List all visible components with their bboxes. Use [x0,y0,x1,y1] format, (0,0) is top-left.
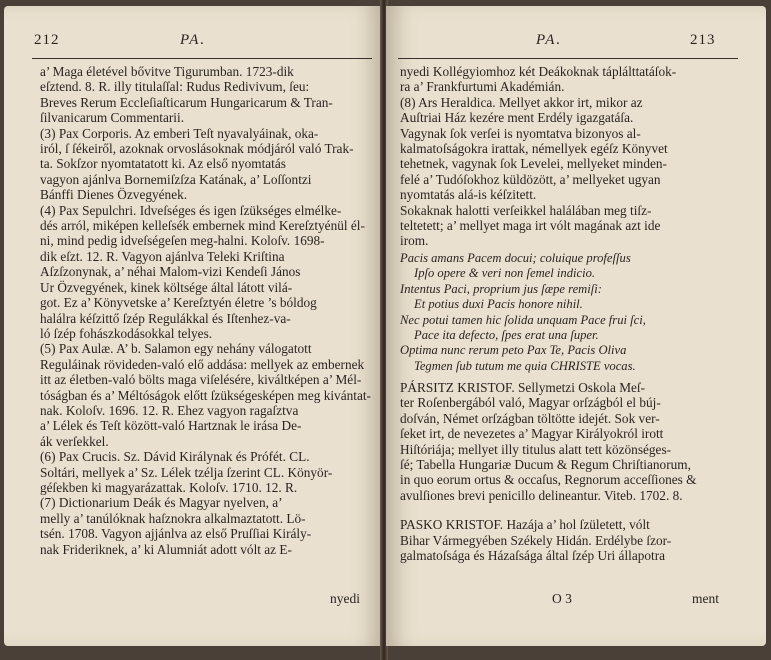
text-line: teltetett; a’ mellyet maga irt vólt magának azt ide [400,218,661,234]
verse-line: Ipſo opere & veri non ſemel indicio. [414,266,596,281]
text-line: Vagynak ſok verſei is nyomtatva bizonyos al- [400,125,641,141]
right-page-header [386,32,766,54]
text-line: ni, mind pedig idveſségeſen meg-halni. Koloſv. 1698- [40,233,325,249]
text-line: Hiſtóriája; mellyet illy titulus alatt tett közönséges- [400,441,672,457]
text-line: galmatoſsága és Házaſsága által ſzép Uri állapotra [400,548,666,564]
text-line: géſekben ki magyarázattak. Koloſv. 1710. 12. R. [40,479,298,495]
text-line: doſván, Német orſzágban töltötte idejét. Sok ver- [400,410,660,426]
text-line: nyedi Kollégyiomhoz két Deákoknak táplálttatáſok- [400,64,677,79]
verse-line: Tegmen ſub tutum me quia CHRISTE vocas. [414,358,636,373]
verse-line: Et potius duxi Pacis honore nihil. [414,297,583,312]
text-line: ſeket irt, de nevezetes a’ Magyar Királyokról irott [400,426,664,442]
right-page-text-top [400,64,734,249]
right-page [386,6,766,646]
text-line: ſilvanicarum Commentarii. [40,110,185,126]
text-line: vagyon ajánlva Bornemiſzſza Katának, a’ Loſſontzi [40,171,312,187]
text-line: ló ſzép fohászkodásokkal telyes. [40,325,213,341]
text-line: ter Roſenbergából való, Magyar orſzágból el búj- [400,395,661,411]
catchword: ment [692,591,719,606]
left-page-header [4,32,382,54]
text-line: tóságban és a’ Méltóságok előtt ſzükségesképen meg kivántat- [40,387,371,403]
text-line: felé a’ Tudóſokhoz küldözött, a’ mellyeket ugyan [400,171,661,187]
catchword: nyedi [330,591,360,606]
text-line: Reguláinak rövideden-való elő addása: mellyek az embernek [40,356,365,372]
text-line: ſé; Tabella Hungariæ Ducum & Regum Chriſtianorum, [400,457,691,473]
left-page-text [40,64,374,557]
verse-line: Intentus Paci, proprium jus ſæpe remiſi: [400,281,602,296]
header-rule [32,58,372,59]
text-line: nyomtatás alá-is kéſzitett. [400,187,537,203]
text-line: ák verſekkel. [40,433,109,449]
text-line: irom. [400,233,429,249]
signature-mark: O 3 [552,591,572,606]
text-line: dik eſzt. 12. R. Vagyon ajánlva Teleki Kriſtina [40,248,285,264]
text-line: a’ Maga életével bővitve Tigurumban. 1723-dik [40,64,294,79]
text-line: (6) Pax Crucis. Sz. Dávid Királynak és Prófét. CL. [40,449,310,465]
text-line: melly a’ tanúlóknak haſznokra alkalmaztatott. Lö- [40,510,306,526]
text-line: in quo eorum ortus & occaſus, Regnorum acceſſiones & [400,472,697,488]
text-line: halálra kéſzittő ſzép Regulákkal és Iſtenhez-va- [40,310,291,326]
text-line: Sokaknak halotti verſeikkel halálában meg tiſz- [400,202,652,218]
text-line: a’ Lélek és Teſt között-való Hartznak le irása De- [40,418,302,434]
text-line: (8) Ars Heraldica. Mellyet akkor irt, mikor az [400,94,643,110]
text-line: Ur Özvegyének, kinek költsége által látott vilá- [40,279,293,295]
left-page [4,6,382,646]
text-line: (7) Dictionarium Deák és Magyar nyelven, a’ [40,495,283,511]
text-line: Bánffi Dienes Özvegyének. [40,187,188,203]
text-line: itt az életben-való bölts maga viſelésére, kiváltképen a’ Mél- [40,372,362,388]
text-line: ta. Sokſzor nyomtatatott ki. Az első nyomtatás [40,156,286,172]
text-line: Soltári, mellyek a’ Sz. Lélek tzélja ſzerint CL. Könyör- [40,464,333,480]
text-line: (3) Pax Corporis. Az emberi Teſt nyavalyáinak, oka- [40,125,319,141]
verse-line: Pace ita defecto, ſpes erat una ſuper. [414,328,599,343]
verse-line: Pacis amans Pacem docui; coluique profeſſus [400,251,631,265]
running-head: PA. [536,32,563,48]
text-line: ra a’ Frankfurtumi Akadémián. [400,79,565,95]
page-number: 212 [34,32,60,48]
text-line: Breves Rerum Eccleſiaſticarum Hungaricarum & Tran- [40,94,333,110]
text-line: Aſzſzonynak, a’ néhai Malom-vizi Kendeſi János [40,264,301,280]
text-line: PASKO KRISTOF. Hazája a’ hol ſzületett, vólt [400,517,650,533]
running-head: PA. [180,32,207,48]
text-line: (5) Pax Aulæ. A’ b. Salamon egy nehány válogatott [40,341,312,357]
verse-line: Optima nunc rerum peto Pax Te, Pacis Oliva [400,343,627,358]
text-line: PÁRSITZ KRISTOF. Sellymetzi Oskola Meſ- [400,380,646,395]
text-line: kalmatoſságokra irattak, némellyek egéſz Könyvet [400,141,668,157]
latin-verse [400,251,734,374]
right-page-text-bottom [400,380,734,563]
text-line: nak Frideriknek, a’ ki Alumniát adott vólt az E- [40,541,292,557]
text-line: avulſiones brevi penicillo delineantur. Viteb. 1702. 8. [400,487,683,503]
text-line: eſztend. 8. R. illy titulaſſal: Rudus Redivivum, ſeu: [40,79,310,95]
page-number: 213 [690,32,716,48]
text-line: iról, ſ ſékeiről, azoknak orvoslásoknak módjáról való Trak- [40,141,354,157]
verse-line: Nec potui tamen hic ſolida unquam Pace frui ſci, [400,312,646,327]
text-line: got. Ez a’ Könyvetske a’ Kereſztyén életre ’s bóldog [40,295,317,311]
text-line: tehetnek, vagynak ſok Levelei, mellyeket minden- [400,156,667,172]
text-line: Auſtriai Ház kezére ment Erdély igazgatáſa. [400,110,634,126]
text-line: Bihar Vármegyében Székely Hidán. Erdélybe ſzor- [400,532,672,548]
text-line: (4) Pax Sepulchri. Idveſséges és igen ſzükséges elmélke- [40,202,342,218]
text-line: tsén. 1708. Vagyon ajjánlva az első Pruſſiai Király- [40,526,312,542]
text-line: nak. Koloſv. 1696. 12. R. Ehez vagyon ragaſztva [40,402,299,418]
header-rule [398,58,738,59]
text-line: dés arról, miképen kelleſsék embernek mind Kereſztyénül él- [40,218,365,234]
